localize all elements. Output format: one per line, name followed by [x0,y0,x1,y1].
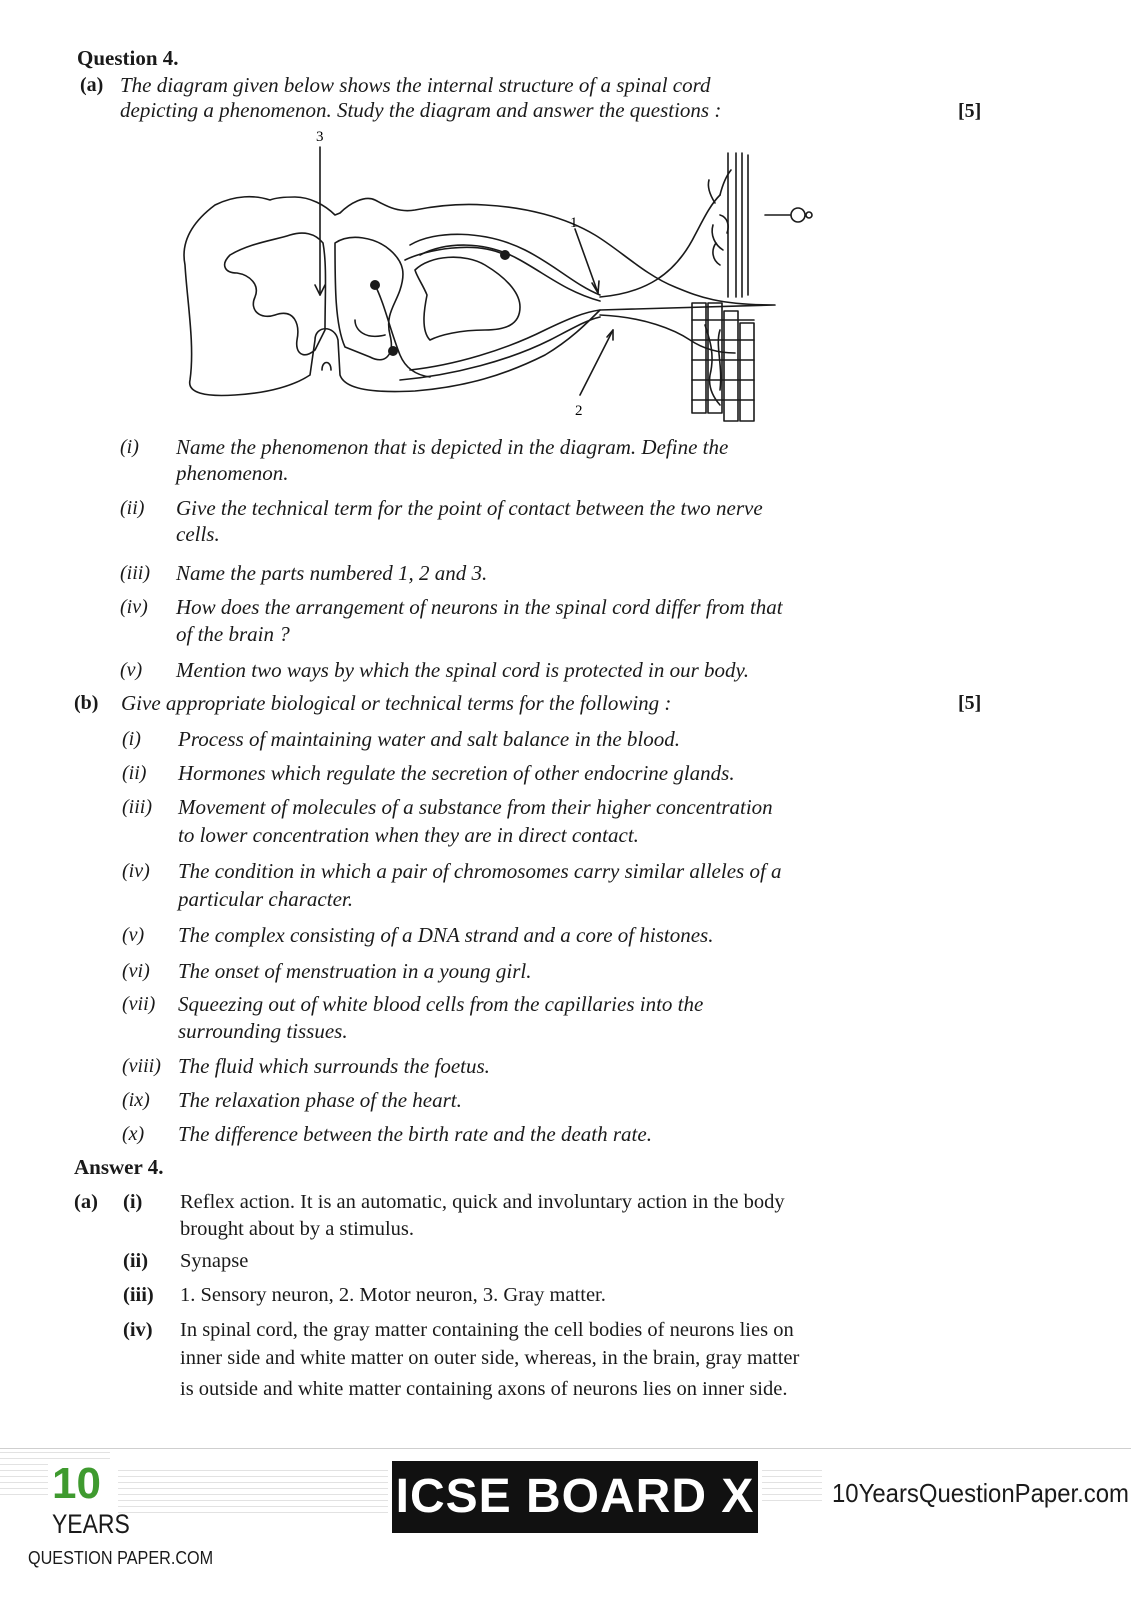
subq-1-line1: Name the phenomenon that is depicted in the diagram. Define the [176,435,729,459]
part-b-label: (b) [74,692,99,714]
b-item-5: The complex consisting of a DNA strand and a core of histones. [178,923,714,947]
b-item-5-num: (v) [122,924,145,946]
ans-3-line1: 1. Sensory neuron, 2. Motor neuron, 3. Gray matter. [180,1284,606,1306]
part-a-label: (a) [80,74,104,96]
logo-number: 10 [52,1459,101,1508]
subq-2-num: (ii) [120,497,145,519]
part-a-marks: [5] [958,100,982,122]
b-item-10: The difference between the birth rate and the death rate. [178,1122,652,1146]
diagram-label-2: 2 [575,403,583,419]
question-title: Question 4. [77,46,179,70]
b-item-4-num: (iv) [122,860,150,882]
website-link[interactable]: 10YearsQuestionPaper.com [832,1478,1129,1508]
b-item-7-line1: Squeezing out of white blood cells from the capillaries into the [178,992,704,1016]
b-item-4-line2: particular character. [178,887,353,911]
part-b-text: Give appropriate biological or technical terms for the following : [121,691,672,715]
subq-2-line2: cells. [176,522,220,546]
subq-1-num: (i) [120,436,139,458]
ans-4-line3: is outside and white matter containing axons of neurons lies on inner side. [180,1378,788,1400]
b-item-6-num: (vi) [122,960,150,982]
ans-2-line1: Synapse [180,1250,249,1272]
ans-4-line2: inner side and white matter on outer side, whereas, in the brain, gray matter [180,1347,800,1369]
subq-1-line2: phenomenon. [176,461,289,485]
b-item-8: The fluid which surrounds the foetus. [178,1054,490,1078]
answer-title: Answer 4. [74,1155,164,1179]
b-item-9: The relaxation phase of the heart. [178,1088,462,1112]
subq-5-line1: Mention two ways by which the spinal cord is protected in our body. [176,658,749,682]
gray-matter-right [335,237,403,359]
diagram-label-3: 3 [316,129,324,145]
subq-4-line1: How does the arrangement of neurons in the spinal cord differ from that [176,595,783,619]
b-item-2: Hormones which regulate the secretion of other endocrine glands. [178,761,735,785]
b-item-3-line2: to lower concentration when they are in direct contact. [178,823,639,847]
motor-cell-body [388,346,398,356]
b-item-1-num: (i) [122,728,141,750]
subq-3-num: (iii) [120,562,150,584]
answer-part-label: (a) [74,1191,98,1213]
part-a-text-1: The diagram given below shows the internal structure of a spinal cord [120,73,711,97]
ans-1-num: (i) [123,1191,143,1213]
b-item-10-num: (x) [122,1123,145,1145]
sensory-cell-body [500,250,510,260]
subq-3-line1: Name the parts numbered 1, 2 and 3. [176,561,488,585]
b-item-7-line2: surrounding tissues. [178,1019,348,1043]
logo-years: YEARS [52,1509,130,1539]
b-item-8-num: (viii) [122,1055,161,1077]
b-item-9-num: (ix) [122,1089,150,1111]
ans-1-line2: brought about by a stimulus. [180,1218,415,1240]
ans-2-num: (ii) [123,1250,149,1272]
subq-4-num: (iv) [120,596,148,618]
subq-5-num: (v) [120,659,143,681]
ans-4-line1: In spinal cord, the gray matter containing the cell bodies of neurons lies on [180,1319,794,1341]
logo-site: QUESTION PAPER.COM [28,1548,214,1568]
interneuron-cell-body [370,280,380,290]
part-b-marks: [5] [958,692,982,714]
subq-4-line2: of the brain ? [176,622,290,646]
b-item-3-num: (iii) [122,796,152,818]
subq-2-line1: Give the technical term for the point of contact between the two nerve [176,496,763,520]
ans-1-line1: Reflex action. It is an automatic, quick and involuntary action in the body [180,1191,785,1213]
board-banner: ICSE BOARD X [392,1461,758,1533]
b-item-7-num: (vii) [122,993,156,1015]
gray-matter-left [225,233,326,355]
diagram-label-1: 1 [570,215,578,231]
b-item-6: The onset of menstruation in a young girl. [178,959,532,983]
part-a-text-2: depicting a phenomenon. Study the diagram and answer the questions : [120,98,722,122]
b-item-4-line1: The condition in which a pair of chromosomes carry similar alleles of a [178,859,782,883]
ans-4-num: (iv) [123,1319,153,1341]
ans-3-num: (iii) [123,1284,154,1306]
b-item-1: Process of maintaining water and salt balance in the blood. [178,727,681,751]
b-item-2-num: (ii) [122,762,147,784]
b-item-3-line1: Movement of molecules of a substance from their higher concentration [178,795,773,819]
spinal-cord-diagram [175,125,835,430]
